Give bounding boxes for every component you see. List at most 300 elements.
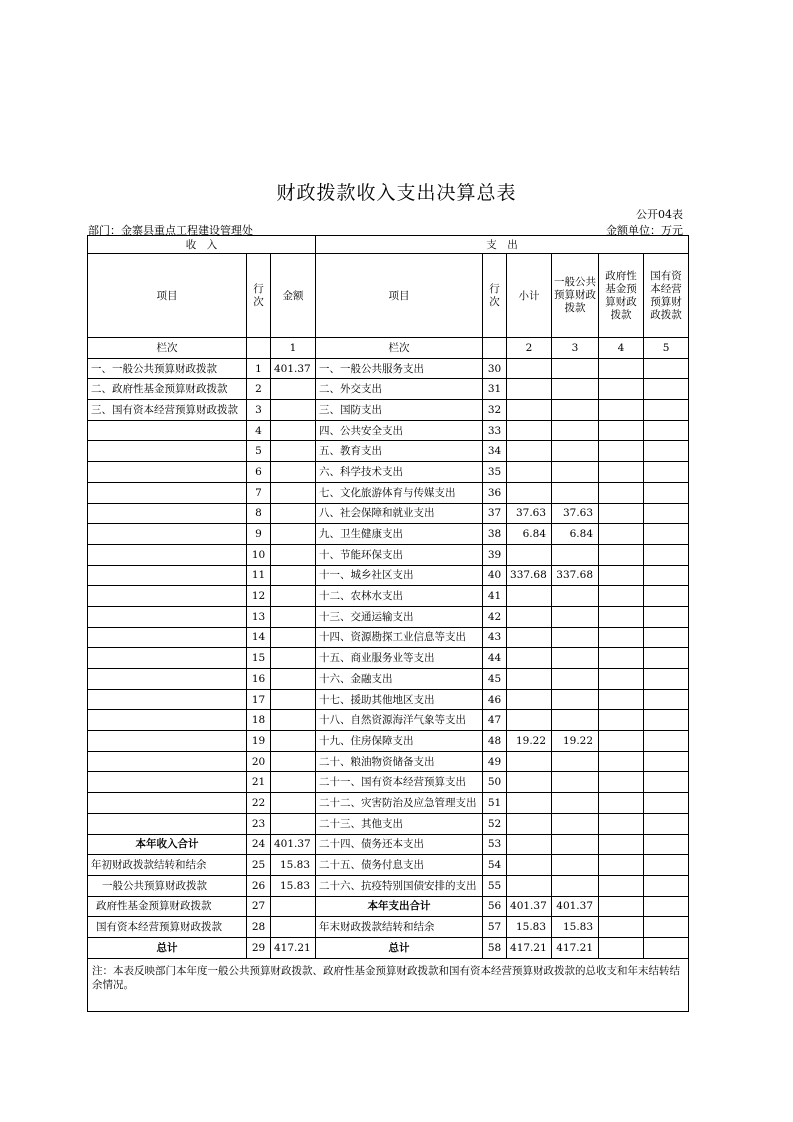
income-item — [88, 420, 247, 441]
state-capital-amount — [644, 793, 689, 814]
income-amount — [271, 606, 316, 627]
fund-budget-amount — [599, 813, 644, 834]
expense-item: 本年支出合计 — [316, 896, 483, 917]
state-capital-amount — [644, 937, 689, 958]
state-capital-amount — [644, 441, 689, 462]
expense-row-no: 41 — [483, 586, 507, 607]
state-capital-amount — [644, 482, 689, 503]
expense-row-no: 35 — [483, 462, 507, 483]
subtotal-amount — [507, 834, 552, 855]
expense-row-no: 43 — [483, 627, 507, 648]
expense-row-no: 36 — [483, 482, 507, 503]
column-number: 3 — [552, 338, 599, 359]
expense-row-no: 38 — [483, 524, 507, 545]
table-row — [88, 462, 689, 483]
state-capital-amount — [644, 875, 689, 896]
general-budget-amount — [552, 855, 599, 876]
income-amount — [271, 648, 316, 669]
fund-budget-header: 政府性基金预算财政拨款 — [599, 254, 644, 338]
income-row-no: 19 — [247, 731, 271, 752]
general-budget-amount: 337.68 — [552, 565, 599, 586]
general-budget-amount: 401.37 — [552, 896, 599, 917]
income-row-no: 18 — [247, 710, 271, 731]
general-budget-amount — [552, 710, 599, 731]
table-row — [88, 669, 689, 690]
general-budget-amount — [552, 544, 599, 565]
income-amount — [271, 731, 316, 752]
general-budget-amount: 15.83 — [552, 917, 599, 938]
page-title: 财政拨款收入支出决算总表 — [276, 182, 517, 204]
general-budget-amount — [552, 586, 599, 607]
income-item — [88, 751, 247, 772]
income-amount — [271, 441, 316, 462]
income-item — [88, 544, 247, 565]
table-row — [88, 875, 689, 896]
state-capital-amount — [644, 689, 689, 710]
income-item — [88, 772, 247, 793]
income-item — [88, 710, 247, 731]
expense-item: 十三、交通运输支出 — [316, 606, 483, 627]
income-item — [88, 524, 247, 545]
income-row-no: 25 — [247, 855, 271, 876]
income-amount — [271, 917, 316, 938]
state-capital-amount — [644, 462, 689, 483]
state-capital-amount — [644, 731, 689, 752]
subtotal-amount — [507, 358, 552, 379]
table-row — [88, 793, 689, 814]
general-budget-amount — [552, 379, 599, 400]
general-budget-amount — [552, 482, 599, 503]
expense-row-no: 39 — [483, 544, 507, 565]
fund-budget-amount — [599, 462, 644, 483]
state-capital-amount — [644, 813, 689, 834]
income-row-no: 8 — [247, 503, 271, 524]
expense-item-header: 项目 — [316, 254, 483, 338]
fund-budget-amount — [599, 544, 644, 565]
state-capital-amount — [644, 627, 689, 648]
subtotal-amount — [507, 379, 552, 400]
state-capital-amount — [644, 834, 689, 855]
column-label: 栏次 — [316, 338, 483, 359]
fund-budget-amount — [599, 606, 644, 627]
income-row-no: 21 — [247, 772, 271, 793]
income-item — [88, 606, 247, 627]
expense-row-no: 30 — [483, 358, 507, 379]
expense-item: 二十六、抗疫特别国债安排的支出 — [316, 875, 483, 896]
general-budget-amount: 19.22 — [552, 731, 599, 752]
expense-row-no: 51 — [483, 793, 507, 814]
expense-item: 五、教育支出 — [316, 441, 483, 462]
income-row-no: 26 — [247, 875, 271, 896]
amount-header: 金额 — [271, 254, 316, 338]
state-capital-amount — [644, 917, 689, 938]
table-row — [88, 379, 689, 400]
income-amount — [271, 772, 316, 793]
fund-budget-amount — [599, 917, 644, 938]
expense-item: 十八、自然资源海洋气象等支出 — [316, 710, 483, 731]
general-budget-amount: 417.21 — [552, 937, 599, 958]
income-amount: 417.21 — [271, 937, 316, 958]
state-capital-amount — [644, 648, 689, 669]
fund-budget-amount — [599, 565, 644, 586]
subtotal-amount: 15.83 — [507, 917, 552, 938]
footnote: 注：本表反映部门本年度一般公共预算财政拨款、政府性基金预算财政拨款和国有资本经营预算财政拨款的总收支和年末结转结余情况。 — [88, 958, 689, 1011]
expense-item: 十五、商业服务业等支出 — [316, 648, 483, 669]
table-row — [88, 565, 689, 586]
table-row — [88, 482, 689, 503]
expense-item: 十四、资源勘探工业信息等支出 — [316, 627, 483, 648]
income-row-no: 20 — [247, 751, 271, 772]
income-item: 一、一般公共预算财政拨款 — [88, 358, 247, 379]
expense-row-no: 33 — [483, 420, 507, 441]
general-budget-amount — [552, 400, 599, 421]
state-capital-amount — [644, 524, 689, 545]
column-number: 5 — [644, 338, 689, 359]
expense-row-no: 54 — [483, 855, 507, 876]
state-capital-amount — [644, 586, 689, 607]
expense-row-no: 53 — [483, 834, 507, 855]
income-item — [88, 565, 247, 586]
income-item — [88, 648, 247, 669]
table-row — [88, 420, 689, 441]
expense-row-no: 52 — [483, 813, 507, 834]
section-header-row — [88, 236, 689, 254]
expense-item: 二十、粮油物资储备支出 — [316, 751, 483, 772]
fund-budget-amount — [599, 420, 644, 441]
form-code: 公开04表 — [636, 208, 683, 221]
income-amount — [271, 524, 316, 545]
subtotal-amount — [507, 648, 552, 669]
income-row-no: 28 — [247, 917, 271, 938]
income-item: 年初财政拨款结转和结余 — [88, 855, 247, 876]
table-row — [88, 358, 689, 379]
general-budget-amount — [552, 813, 599, 834]
subtotal-amount — [507, 793, 552, 814]
fund-budget-amount — [599, 793, 644, 814]
income-item: 本年收入合计 — [88, 834, 247, 855]
income-row-no: 17 — [247, 689, 271, 710]
expense-row-no: 37 — [483, 503, 507, 524]
expense-item: 二十四、债务还本支出 — [316, 834, 483, 855]
subtotal-amount — [507, 606, 552, 627]
subtotal-amount: 6.84 — [507, 524, 552, 545]
income-row-no: 1 — [247, 358, 271, 379]
income-item — [88, 586, 247, 607]
income-item — [88, 482, 247, 503]
income-row-no: 16 — [247, 669, 271, 690]
expense-item: 八、社会保障和就业支出 — [316, 503, 483, 524]
expense-row-no: 47 — [483, 710, 507, 731]
fund-budget-amount — [599, 669, 644, 690]
expense-row-no: 32 — [483, 400, 507, 421]
table-row — [88, 731, 689, 752]
income-amount — [271, 896, 316, 917]
subtotal-amount — [507, 400, 552, 421]
expense-item: 年末财政拨款结转和结余 — [316, 917, 483, 938]
state-capital-amount — [644, 358, 689, 379]
fund-budget-amount — [599, 627, 644, 648]
income-item — [88, 689, 247, 710]
income-item — [88, 627, 247, 648]
table-row — [88, 627, 689, 648]
state-capital-amount — [644, 565, 689, 586]
expense-row-no: 44 — [483, 648, 507, 669]
subtotal-amount — [507, 751, 552, 772]
income-row-no: 6 — [247, 462, 271, 483]
income-item — [88, 503, 247, 524]
fund-budget-amount — [599, 586, 644, 607]
expense-item: 十九、住房保障支出 — [316, 731, 483, 752]
income-item — [88, 793, 247, 814]
expense-row-no: 40 — [483, 565, 507, 586]
table-row — [88, 648, 689, 669]
table-row — [88, 751, 689, 772]
table-row — [88, 544, 689, 565]
expense-header: 支 出 — [316, 236, 689, 254]
income-amount: 401.37 — [271, 834, 316, 855]
fund-budget-amount — [599, 524, 644, 545]
income-item — [88, 813, 247, 834]
income-row-no-header: 行次 — [247, 254, 271, 338]
expense-item: 二十三、其他支出 — [316, 813, 483, 834]
general-budget-amount: 6.84 — [552, 524, 599, 545]
table-row — [88, 855, 689, 876]
state-capital-amount — [644, 606, 689, 627]
fund-budget-amount — [599, 875, 644, 896]
subtotal-amount — [507, 462, 552, 483]
subtotal-amount — [507, 875, 552, 896]
income-amount: 15.83 — [271, 855, 316, 876]
expense-item: 十一、城乡社区支出 — [316, 565, 483, 586]
income-row-no: 27 — [247, 896, 271, 917]
budget-table — [87, 235, 689, 1012]
expense-item: 二十二、灾害防治及应急管理支出 — [316, 793, 483, 814]
expense-row-no: 55 — [483, 875, 507, 896]
subtotal-amount — [507, 441, 552, 462]
subtotal-amount — [507, 482, 552, 503]
general-budget-amount — [552, 606, 599, 627]
fund-budget-amount — [599, 896, 644, 917]
subtotal-amount — [507, 689, 552, 710]
state-capital-amount — [644, 855, 689, 876]
state-capital-amount — [644, 420, 689, 441]
subtotal-header: 小计 — [507, 254, 552, 338]
income-amount — [271, 793, 316, 814]
column-label: 栏次 — [88, 338, 247, 359]
expense-item: 总计 — [316, 937, 483, 958]
general-budget-amount — [552, 462, 599, 483]
table-row — [88, 586, 689, 607]
subtotal-amount — [507, 710, 552, 731]
income-row-no: 13 — [247, 606, 271, 627]
income-amount — [271, 669, 316, 690]
general-budget-amount — [552, 627, 599, 648]
expense-item: 十六、金融支出 — [316, 669, 483, 690]
expense-item: 九、卫生健康支出 — [316, 524, 483, 545]
expense-row-no: 42 — [483, 606, 507, 627]
expense-item: 六、科学技术支出 — [316, 462, 483, 483]
table-row — [88, 710, 689, 731]
state-capital-amount — [644, 400, 689, 421]
table-row — [88, 400, 689, 421]
table-row — [88, 772, 689, 793]
income-item — [88, 462, 247, 483]
column-number-row — [88, 338, 689, 359]
income-row-no: 22 — [247, 793, 271, 814]
table-row — [88, 896, 689, 917]
expense-item: 二十五、债务付息支出 — [316, 855, 483, 876]
income-amount — [271, 710, 316, 731]
expense-row-no: 56 — [483, 896, 507, 917]
income-item: 一般公共预算财政拨款 — [88, 875, 247, 896]
expense-item: 十、节能环保支出 — [316, 544, 483, 565]
state-capital-amount — [644, 379, 689, 400]
table-row — [88, 834, 689, 855]
expense-item: 十二、农林水支出 — [316, 586, 483, 607]
subtotal-amount: 37.63 — [507, 503, 552, 524]
income-row-no: 15 — [247, 648, 271, 669]
expense-row-no: 48 — [483, 731, 507, 752]
general-budget-amount — [552, 441, 599, 462]
income-row-no: 10 — [247, 544, 271, 565]
income-amount: 401.37 — [271, 358, 316, 379]
income-amount — [271, 544, 316, 565]
fund-budget-amount — [599, 731, 644, 752]
income-amount — [271, 627, 316, 648]
general-budget-amount — [552, 420, 599, 441]
general-budget-header: 一般公共预算财政拨款 — [552, 254, 599, 338]
table-row — [88, 917, 689, 938]
general-budget-amount — [552, 648, 599, 669]
income-amount — [271, 503, 316, 524]
table-row — [88, 441, 689, 462]
general-budget-amount — [552, 669, 599, 690]
income-row-no: 14 — [247, 627, 271, 648]
income-item: 总计 — [88, 937, 247, 958]
income-row-no: 23 — [247, 813, 271, 834]
income-item — [88, 669, 247, 690]
state-capital-amount — [644, 896, 689, 917]
income-amount — [271, 379, 316, 400]
column-number: 2 — [507, 338, 552, 359]
expense-row-no: 46 — [483, 689, 507, 710]
subtotal-amount — [507, 813, 552, 834]
subtotal-amount: 337.68 — [507, 565, 552, 586]
income-item: 国有资本经营预算财政拨款 — [88, 917, 247, 938]
table-row — [88, 524, 689, 545]
state-capital-amount — [644, 710, 689, 731]
income-amount — [271, 462, 316, 483]
column-number: 4 — [599, 338, 644, 359]
income-row-no: 12 — [247, 586, 271, 607]
fund-budget-amount — [599, 834, 644, 855]
subtotal-amount — [507, 855, 552, 876]
expense-row-no: 45 — [483, 669, 507, 690]
fund-budget-amount — [599, 441, 644, 462]
income-row-no: 4 — [247, 420, 271, 441]
subtotal-amount: 19.22 — [507, 731, 552, 752]
general-budget-amount — [552, 689, 599, 710]
income-header: 收 入 — [88, 236, 316, 254]
expense-row-no: 49 — [483, 751, 507, 772]
income-row-no: 3 — [247, 400, 271, 421]
fund-budget-amount — [599, 358, 644, 379]
income-amount — [271, 565, 316, 586]
income-amount — [271, 689, 316, 710]
table-row — [88, 937, 689, 958]
subtotal-amount — [507, 420, 552, 441]
general-budget-amount — [552, 751, 599, 772]
income-amount — [271, 586, 316, 607]
income-amount — [271, 813, 316, 834]
income-row-no: 2 — [247, 379, 271, 400]
income-item: 二、政府性基金预算财政拨款 — [88, 379, 247, 400]
subtotal-amount — [507, 544, 552, 565]
income-amount: 15.83 — [271, 875, 316, 896]
general-budget-amount — [552, 772, 599, 793]
general-budget-amount — [552, 358, 599, 379]
fund-budget-amount — [599, 751, 644, 772]
income-row-no: 29 — [247, 937, 271, 958]
table-row — [88, 503, 689, 524]
income-item: 政府性基金预算财政拨款 — [88, 896, 247, 917]
subtotal-amount — [507, 772, 552, 793]
subtotal-amount — [507, 586, 552, 607]
fund-budget-amount — [599, 648, 644, 669]
general-budget-amount — [552, 793, 599, 814]
expense-row-no: 50 — [483, 772, 507, 793]
income-amount — [271, 482, 316, 503]
expense-item: 七、文化旅游体育与传媒支出 — [316, 482, 483, 503]
income-item — [88, 441, 247, 462]
state-capital-amount — [644, 503, 689, 524]
table-row — [88, 813, 689, 834]
income-row-no: 24 — [247, 834, 271, 855]
expense-row-no: 34 — [483, 441, 507, 462]
state-capital-amount — [644, 544, 689, 565]
income-row-no: 7 — [247, 482, 271, 503]
income-item — [88, 731, 247, 752]
column-number: 1 — [271, 338, 316, 359]
state-capital-amount — [644, 751, 689, 772]
fund-budget-amount — [599, 503, 644, 524]
state-capital-amount — [644, 669, 689, 690]
subtotal-amount — [507, 627, 552, 648]
expense-item: 二、外交支出 — [316, 379, 483, 400]
expense-item: 十七、援助其他地区支出 — [316, 689, 483, 710]
general-budget-amount: 37.63 — [552, 503, 599, 524]
department-label: 部门：金寨县重点工程建设管理处 — [88, 224, 253, 237]
fund-budget-amount — [599, 710, 644, 731]
income-item: 三、国有资本经营预算财政拨款 — [88, 400, 247, 421]
fund-budget-amount — [599, 400, 644, 421]
column-header-row — [88, 254, 689, 338]
fund-budget-amount — [599, 937, 644, 958]
expense-item: 三、国防支出 — [316, 400, 483, 421]
table-row — [88, 689, 689, 710]
subtotal-amount — [507, 669, 552, 690]
income-amount — [271, 420, 316, 441]
fund-budget-amount — [599, 379, 644, 400]
expense-item: 四、公共安全支出 — [316, 420, 483, 441]
expense-row-no: 57 — [483, 917, 507, 938]
expense-item: 二十一、国有资本经营预算支出 — [316, 772, 483, 793]
fund-budget-amount — [599, 689, 644, 710]
expense-row-no: 31 — [483, 379, 507, 400]
income-item-header: 项目 — [88, 254, 247, 338]
state-capital-header: 国有资本经营预算财政拨款 — [644, 254, 689, 338]
fund-budget-amount — [599, 482, 644, 503]
